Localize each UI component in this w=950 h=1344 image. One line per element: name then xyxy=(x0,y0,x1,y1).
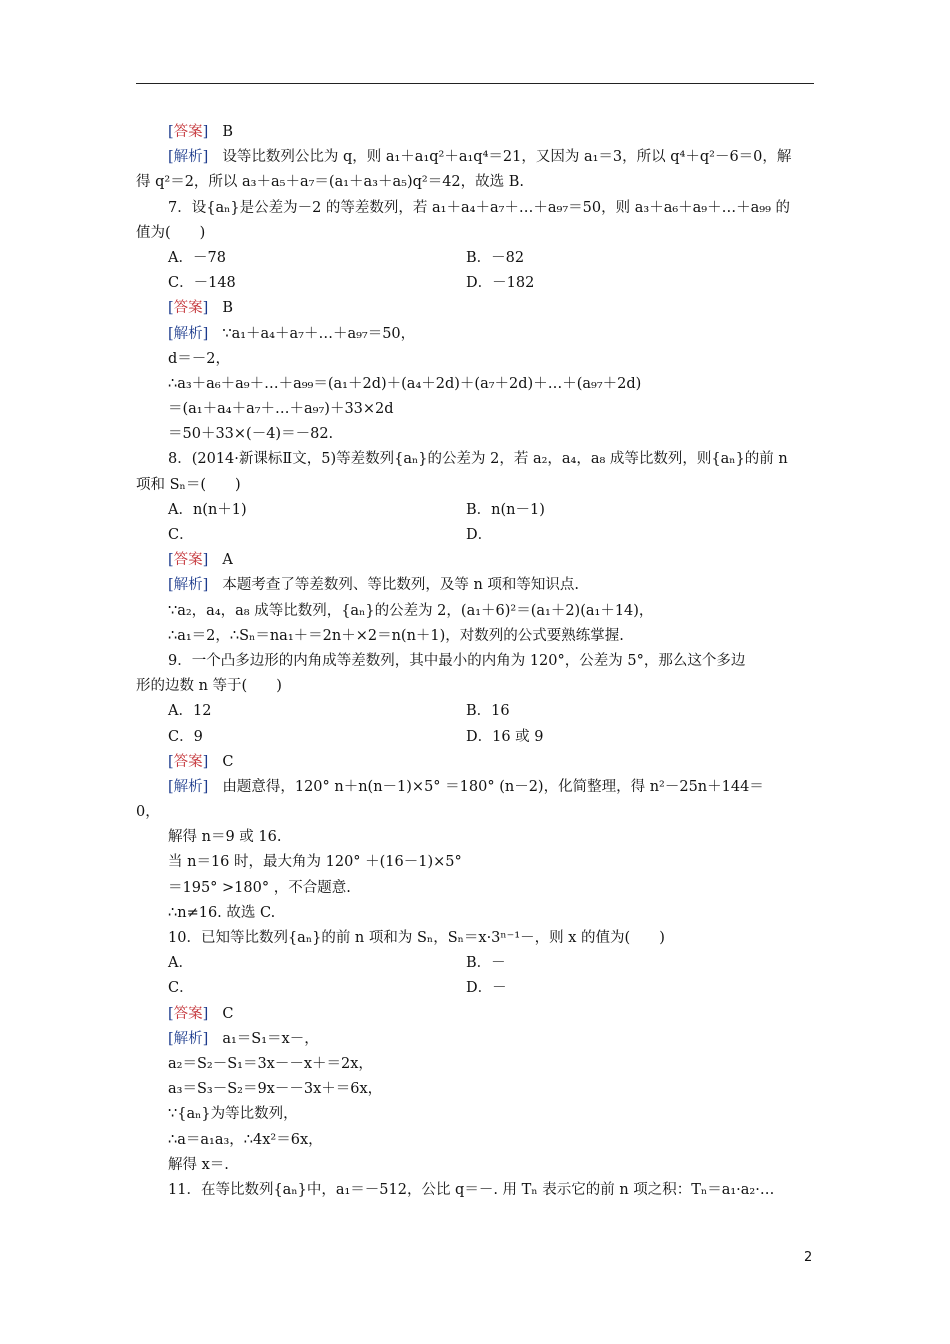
answer-tag: [ 答案 ] xyxy=(168,552,208,568)
text-line xyxy=(136,926,814,951)
document-body xyxy=(136,120,814,1203)
option-right: B．n(n－1) xyxy=(466,501,545,518)
answer-line xyxy=(136,548,814,573)
option-left: C． xyxy=(168,527,194,543)
analysis-line xyxy=(136,322,814,347)
answer-tag: [ 答案 ] xyxy=(168,124,208,140)
option-left: C． xyxy=(168,980,194,997)
line-text: a₃＝S₃－S₂＝9x－－3x＋＝6x， xyxy=(168,1081,383,1098)
option-right: B．16 xyxy=(466,703,510,720)
text-line xyxy=(136,196,814,221)
text-line xyxy=(136,372,814,397)
line-text: C xyxy=(222,753,234,770)
answer-tag: [ 答案 ] xyxy=(168,754,208,770)
option-right: D．－182 xyxy=(466,275,535,292)
line-text: ∵a₁＋a₄＋a₇＋…＋a₉₇＝50， xyxy=(222,325,416,342)
line-text: 0， xyxy=(136,804,160,821)
option-row xyxy=(136,725,814,750)
text-line xyxy=(136,599,814,624)
text-line xyxy=(136,1128,814,1153)
line-text: 设等比数列公比为 q，则 a₁＋a₁q²＋a₁q⁴＝21，又因为 a₁＝3，所以 q⁴＋q²－6＝0，解 xyxy=(222,149,792,166)
line-text: ＝50＋33×(－4)＝－82. xyxy=(168,426,334,443)
option-right: B．－82 xyxy=(466,249,525,266)
line-text: 值为( ) xyxy=(136,224,206,241)
option-left: A．n(n＋1) xyxy=(168,501,247,518)
option-right: B．－ xyxy=(466,955,506,972)
text-line xyxy=(136,850,814,875)
line-text: ∵a₂，a₄，a₈ 成等比数列，{aₙ}的公差为 2，(a₁＋6)²＝(a₁＋2)(a₁＋14)， xyxy=(168,602,654,619)
line-text: 8．(2014·新课标Ⅱ文，5)等差数列{aₙ}的公差为 2，若 a₂，a₄，a₈ 成等比数列，则{aₙ}的前 n xyxy=(168,451,788,468)
analysis-tag: [ 解析 ] xyxy=(168,149,208,165)
text-line xyxy=(136,347,814,372)
text-line xyxy=(136,1052,814,1077)
answer-line xyxy=(136,296,814,321)
answer-line xyxy=(136,750,814,775)
line-text: 解得 x＝. xyxy=(168,1156,229,1173)
text-line xyxy=(136,447,814,472)
option-row xyxy=(136,271,814,296)
option-row xyxy=(136,951,814,976)
text-line xyxy=(136,901,814,926)
text-line xyxy=(136,649,814,674)
analysis-tag: [ 解析 ] xyxy=(168,1031,208,1047)
line-text: A xyxy=(222,552,233,569)
header-rule xyxy=(136,83,814,84)
line-text: ∴a₁＝2，∴Sₙ＝na₁＋＝2n＋×2＝n(n＋1)，对数列的公式要熟练掌握. xyxy=(168,627,624,644)
line-text: 解得 n＝9 或 16. xyxy=(168,829,282,846)
option-row xyxy=(136,699,814,724)
answer-line xyxy=(136,120,814,145)
analysis-tag: [ 解析 ] xyxy=(168,779,208,795)
line-text: B xyxy=(222,124,233,140)
text-line xyxy=(136,422,814,447)
analysis-line xyxy=(136,573,814,598)
text-line xyxy=(136,674,814,699)
option-row xyxy=(136,498,814,523)
option-right: D．16 或 9 xyxy=(466,728,544,745)
text-line xyxy=(136,1102,814,1127)
option-row xyxy=(136,246,814,271)
text-line xyxy=(136,1077,814,1102)
line-text: 由题意得，120° n＋n(n－1)×5° ＝180° (n－2)，化简整理，得 n²－25n＋144＝ xyxy=(222,778,764,795)
analysis-tag: [ 解析 ] xyxy=(168,577,208,593)
line-text: ∴n≠16. 故选 C. xyxy=(168,904,276,921)
option-left: A．－78 xyxy=(168,249,226,266)
option-left: C．9 xyxy=(168,728,203,745)
text-line xyxy=(136,1153,814,1178)
option-left: A． xyxy=(168,955,193,972)
analysis-tag: [ 解析 ] xyxy=(168,326,208,342)
option-left: A．12 xyxy=(168,703,212,720)
line-text: 得 q²＝2，所以 a₃＋a₅＋a₇＝(a₁＋a₃＋a₅)q²＝42，故选 B. xyxy=(136,174,525,191)
answer-tag: [ 答案 ] xyxy=(168,1006,208,1022)
text-line xyxy=(136,800,814,825)
analysis-line xyxy=(136,145,814,170)
option-row xyxy=(136,976,814,1001)
text-line xyxy=(136,397,814,422)
text-line xyxy=(136,170,814,195)
option-right: D． xyxy=(466,527,493,543)
analysis-line xyxy=(136,1027,814,1052)
line-text: C xyxy=(222,1005,234,1022)
line-text: ∴a＝a₁a₃，∴4x²＝6x， xyxy=(168,1131,323,1148)
line-text: a₁＝S₁＝x－， xyxy=(222,1030,319,1047)
answer-tag: [ 答案 ] xyxy=(168,300,208,316)
line-text: 本题考查了等差数列、等比数列，及等 n 项和等知识点. xyxy=(222,577,580,594)
line-text: 形的边数 n 等于( ) xyxy=(136,678,282,695)
line-text: ∵{aₙ}为等比数列， xyxy=(168,1106,298,1123)
line-text: 9．一个凸多边形的内角成等差数列，其中最小的内角为 120°，公差为 5°，那么这个多边 xyxy=(168,652,746,669)
line-text: ＝195° >180° ，不合题意. xyxy=(168,879,351,896)
line-text: 7．设{aₙ}是公差为－2 的等差数列，若 a₁＋a₄＋a₇＋…＋a₉₇＝50，则 a₃＋a₆＋a₉＋…＋a₉₉ 的 xyxy=(168,199,790,216)
text-line xyxy=(136,1178,814,1203)
option-right: D．－ xyxy=(466,980,507,997)
line-text: 10．已知等比数列{aₙ}的前 n 项和为 Sₙ，Sₙ＝x·3ⁿ⁻¹－，则 x 的值为( ) xyxy=(168,930,665,946)
text-line xyxy=(136,624,814,649)
page-number: 2 xyxy=(804,1250,813,1265)
answer-line xyxy=(136,1002,814,1027)
line-text: B xyxy=(222,300,233,317)
option-left: C．－148 xyxy=(168,275,236,292)
text-line xyxy=(136,876,814,901)
line-text: 当 n＝16 时，最大角为 120° ＋(16－1)×5° xyxy=(168,854,462,871)
analysis-line xyxy=(136,775,814,800)
line-text: ＝(a₁＋a₄＋a₇＋…＋a₉₇)＋33×2d xyxy=(168,401,394,418)
line-text: 项和 Sₙ＝( ) xyxy=(136,476,241,493)
text-line xyxy=(136,825,814,850)
option-row xyxy=(136,523,814,548)
line-text: ∴a₃＋a₆＋a₉＋…＋a₉₉＝(a₁＋2d)＋(a₄＋2d)＋(a₇＋2d)＋…＋(a₉₇＋2d) xyxy=(168,375,642,392)
line-text: a₂＝S₂－S₁＝3x－－x＋＝2x， xyxy=(168,1055,373,1072)
line-text: 11．在等比数列{aₙ}中，a₁＝－512，公比 q＝－. 用 Tₙ 表示它的前 n 项之积：Tₙ＝a₁·a₂·… xyxy=(168,1181,775,1198)
text-line xyxy=(136,473,814,498)
text-line xyxy=(136,221,814,246)
line-text: d＝－2， xyxy=(168,350,231,367)
